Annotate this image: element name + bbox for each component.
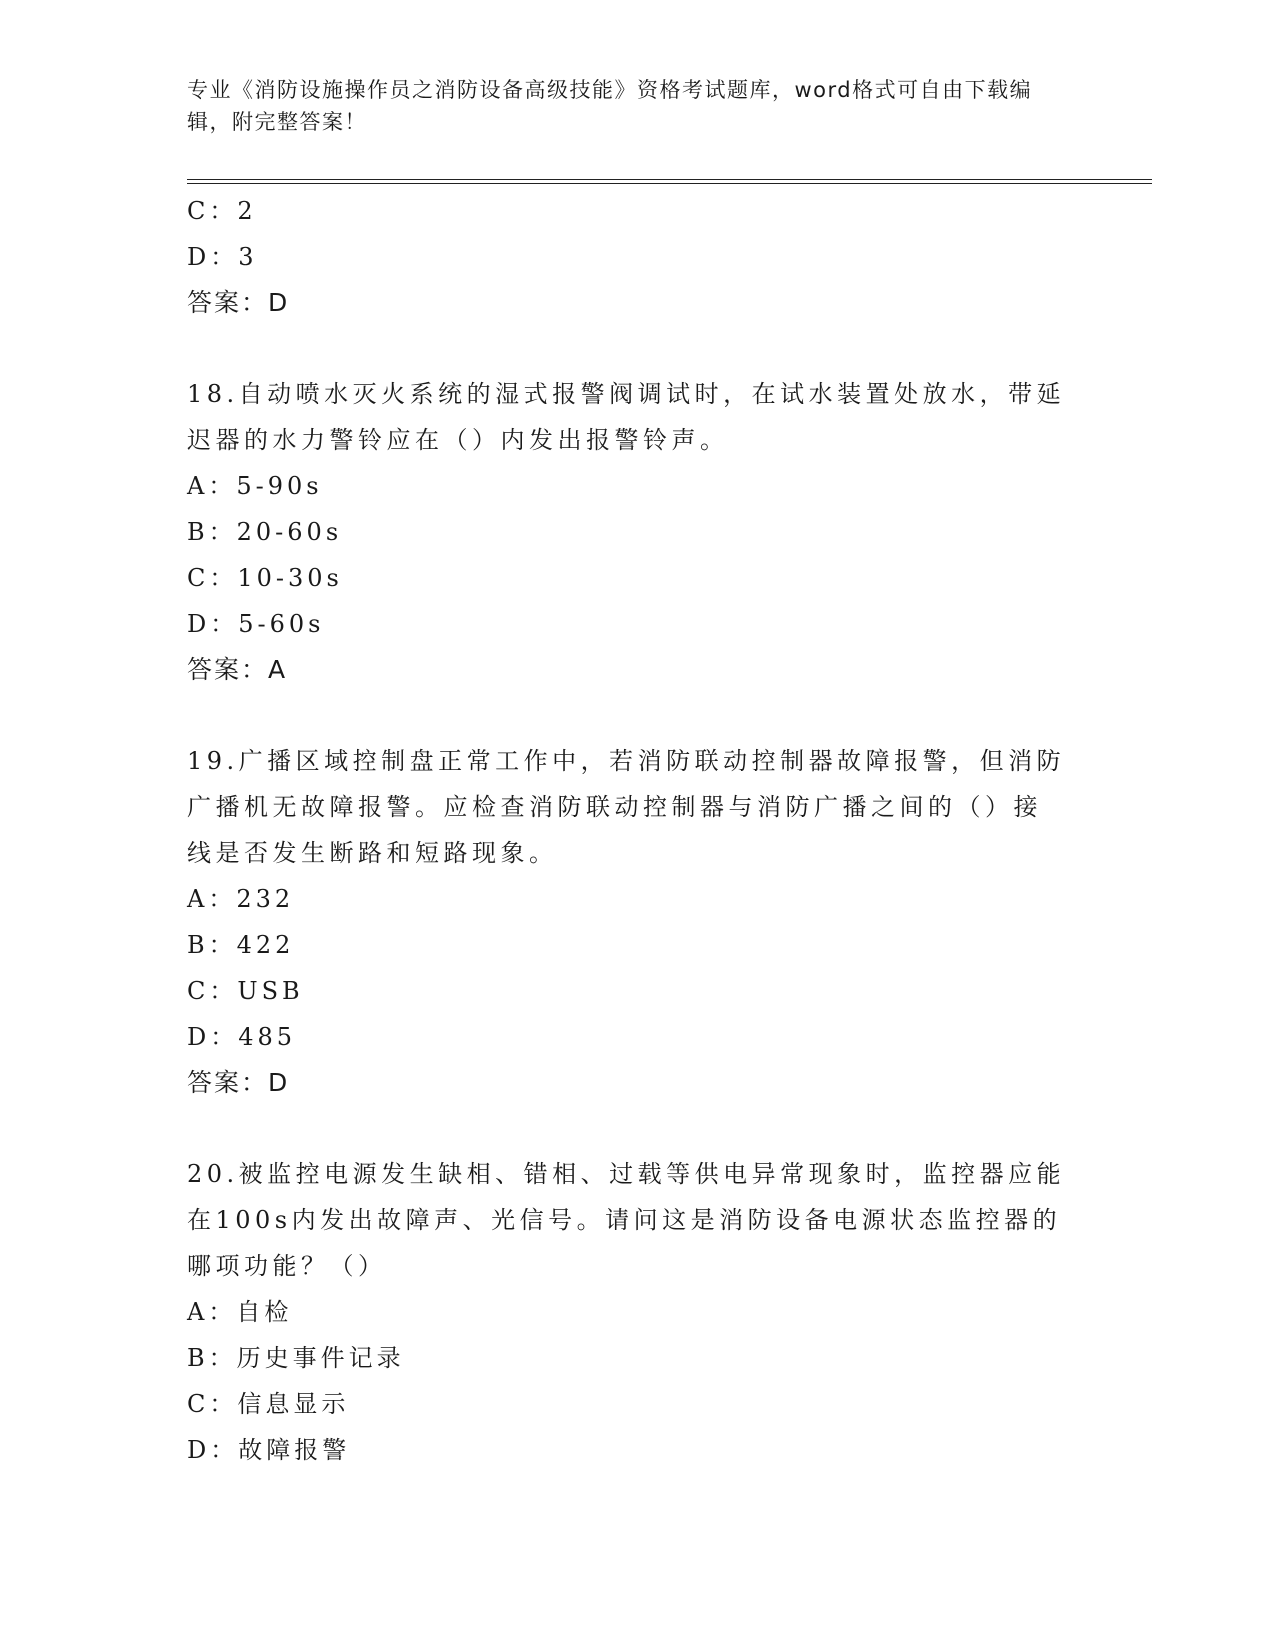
option-b: B：20-60s: [187, 518, 343, 546]
option-c: C：信息显示: [187, 1390, 350, 1418]
question-text: 19.广播区域控制盘正常工作中，若消防联动控制器故障报警，但消防广播机无故障报警。应检查消防联动控制器与消防广播之间的（）接线是否发生断路和短路现象。: [187, 747, 1066, 867]
option-c: C：USB: [187, 977, 304, 1005]
option-a: A：232: [187, 885, 295, 913]
option-b: B：历史事件记录: [187, 1344, 405, 1372]
question-text: 18.自动喷水灭火系统的湿式报警阀调试时，在试水装置处放水，带延迟器的水力警铃应在（）内发出报警铃声。: [187, 380, 1066, 454]
answer-line: 答案：D: [187, 1068, 290, 1097]
option-c: C：10-30s: [187, 564, 343, 592]
option-d: D：故障报警: [187, 1436, 351, 1464]
option-d: D：5-60s: [187, 610, 325, 638]
answer-line: 答案：D: [187, 288, 290, 317]
question-19: [187, 738, 1087, 1106]
header-rule-thick: [187, 179, 1152, 180]
option-c: C：2: [187, 197, 257, 225]
document-header: 专业《消防设施操作员之消防设备高级技能》资格考试题库，word格式可自由下载编辑，附完整答案！: [187, 78, 1033, 134]
header-rule-thin: [187, 183, 1152, 184]
option-d: D：3: [187, 243, 258, 271]
question-17-tail: [187, 188, 1087, 326]
option-b: B：422: [187, 931, 295, 959]
question-text: 20.被监控电源发生缺相、错相、过载等供电异常现象时，监控器应能在100s内发出故障声、光信号。请问这是消防设备电源状态监控器的哪项功能？（）: [187, 1160, 1066, 1280]
option-a: A：自检: [187, 1298, 293, 1326]
document-body: [187, 188, 1087, 1473]
option-d: D：485: [187, 1023, 297, 1051]
answer-line: 答案：A: [187, 655, 288, 684]
question-20: [187, 1151, 1087, 1473]
option-a: A：5-90s: [187, 472, 323, 500]
question-18: [187, 371, 1087, 693]
